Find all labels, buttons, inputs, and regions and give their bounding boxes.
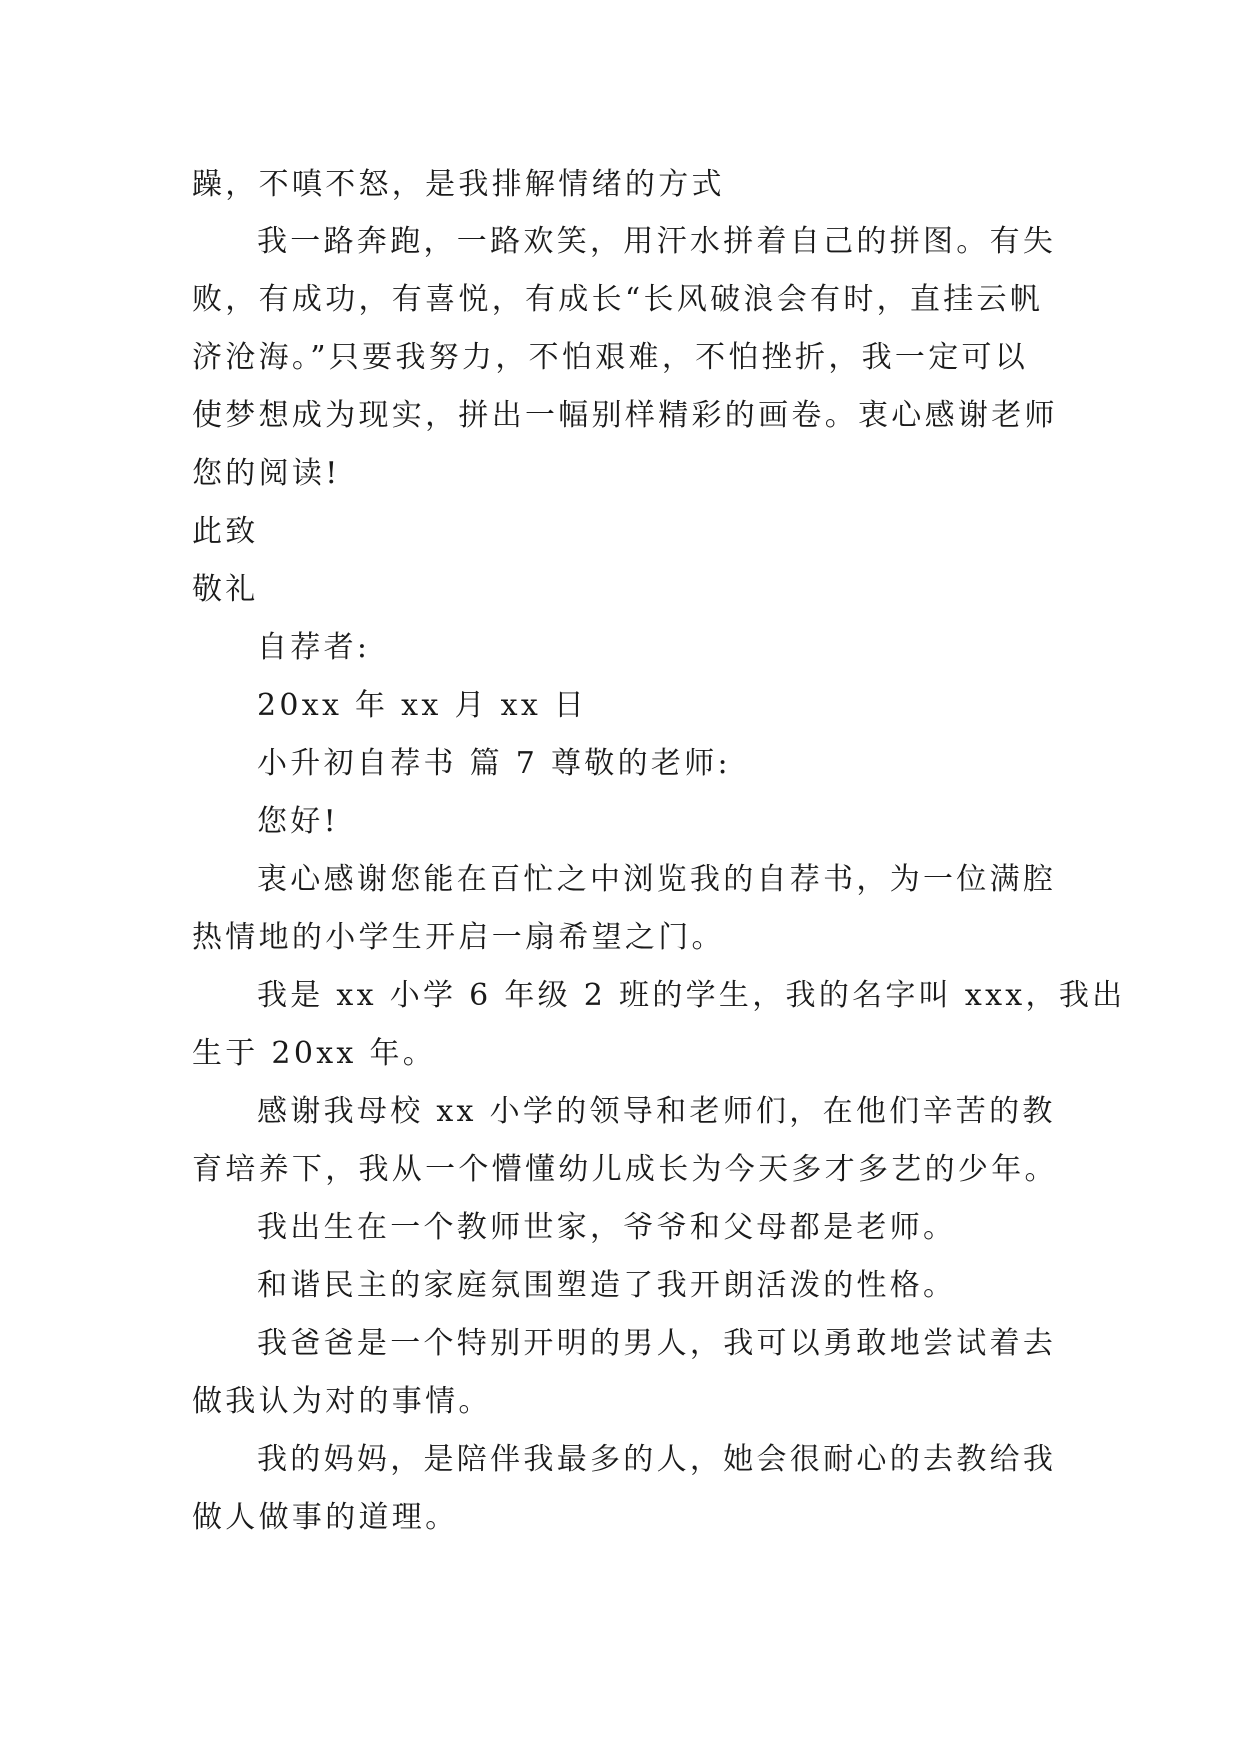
text-line: 我爸爸是一个特别开明的男人，我可以勇敢地尝试着去 — [257, 1326, 1057, 1361]
text-line: 和谐民主的家庭氛围塑造了我开朗活泼的性格。 — [257, 1268, 957, 1303]
text-line: 济沧海。”只要我努力，不怕艰难，不怕挫折，我一定可以 — [192, 340, 1029, 375]
text-line: 生于 20xx 年。 — [192, 1036, 437, 1071]
greeting-line: 您好! — [257, 804, 339, 839]
text-line: 我一路奔跑，一路欢笑，用汗水拼着自己的拼图。有失 — [257, 224, 1057, 259]
text-line: 躁，不嗔不怒，是我排解情绪的方式 — [192, 167, 725, 202]
text-line: 育培养下，我从一个懵懂幼儿成长为今天多才多艺的少年。 — [192, 1152, 1058, 1187]
text-line: 我出生在一个教师世家，爷爷和父母都是老师。 — [257, 1210, 957, 1245]
text-line: 做人做事的道理。 — [192, 1500, 459, 1535]
text-line: 我的妈妈，是陪伴我最多的人，她会很耐心的去教给我 — [257, 1442, 1057, 1477]
text-line: 使梦想成为现实，拼出一幅别样精彩的画卷。衷心感谢老师 — [192, 398, 1058, 433]
text-line: 您的阅读! — [192, 456, 341, 491]
text-line: 衷心感谢您能在百忙之中浏览我的自荐书，为一位满腔 — [257, 862, 1057, 897]
section-heading: 小升初自荐书 篇 7 尊敬的老师: — [257, 746, 731, 781]
closing-line: 此致 — [192, 514, 259, 549]
closing-line: 敬礼 — [192, 572, 259, 607]
date-line: 20xx 年 xx 月 xx 日 — [257, 688, 588, 723]
text-line: 我是 xx 小学 6 年级 2 班的学生，我的名字叫 xxx，我出 — [257, 978, 1126, 1013]
signature-line: 自荐者: — [257, 630, 371, 665]
text-line: 败，有成功，有喜悦，有成长“长风破浪会有时，直挂云帆 — [192, 282, 1044, 317]
text-line: 做我认为对的事情。 — [192, 1384, 492, 1419]
text-line: 感谢我母校 xx 小学的领导和老师们，在他们辛苦的教 — [257, 1094, 1056, 1129]
text-line: 热情地的小学生开启一扇希望之门。 — [192, 920, 725, 955]
